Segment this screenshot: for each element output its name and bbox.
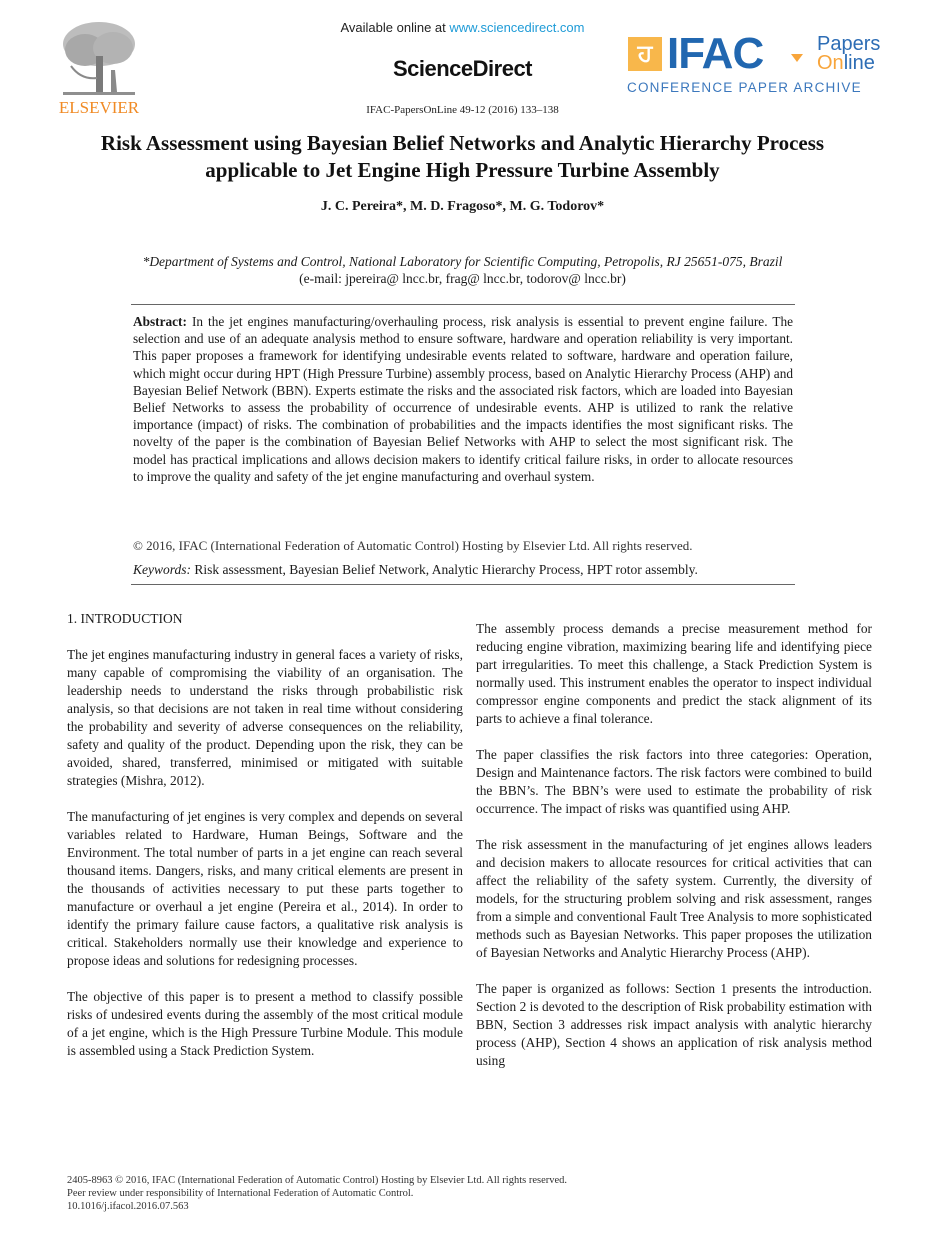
footer-issn-copyright: 2405-8963 © 2016, IFAC (International Federation of Automatic Control) Hosting by Elsevier Ltd. All rights reserved. xyxy=(67,1175,568,1186)
available-online-prefix: Available online at xyxy=(340,20,450,35)
abstract-copyright: © 2016, IFAC (International Federation of Automatic Control) Hosting by Elsevier Ltd. All rights reserved. xyxy=(133,538,693,553)
author-emails: (e-mail: jpereira@ lncc.br, frag@ lncc.br, todorov@ lncc.br) xyxy=(299,271,626,286)
sciencedirect-link[interactable]: www.sciencedirect.com xyxy=(449,20,585,35)
paragraph: The objective of this paper is to present a method to classify possible risks of undesired events during the assembly of the most critical module of a jet engine, which is the High Pressure Turbine Module. This module is assembled using a Stack Prediction System. xyxy=(67,989,463,1058)
page-footer xyxy=(67,1174,567,1213)
journal-citation: IFAC-PapersOnLine 49-12 (2016) 133–138 xyxy=(366,104,559,116)
abstract-text: In the jet engines manufacturing/overhauling process, risk analysis is essential to prevent engine failure. The selection and use of an adequate analysis method to ensure software, hardware and operation reliability is very important. This paper proposes a framework for identifying undesirable events related to software, hardware and operation failure, which might occur during HPT (High Pressure Turbine) assembly process, based on Analytic Hierarchy Process (AHP) and Bayesian Belief Network (BBN). Experts estimate the risks and the associated risk factors, which are loaded into Bayesian Belief Networks to assess the probability of occurrence of undesirable events. AHP is utilized to rank the relative importance (impact) of risks. The combination of probabilities and the impacts identifies the most significant risks. The novelty of the paper is the combination of Bayesian Belief Networks with AHP to select the most significant risk. The model has practical implications and allows decision makers to identify critical failure risks, in order to allocate resources to improve the quality and safety of the jet engine manufacturing and overhaul system. xyxy=(133,314,793,484)
ifac-archive-tagline: CONFERENCE PAPER ARCHIVE xyxy=(627,80,862,95)
keywords xyxy=(133,562,793,578)
keywords-label: Keywords: xyxy=(133,562,191,577)
authors: J. C. Pereira*, M. D. Fragoso*, M. G. Todorov* xyxy=(320,199,605,214)
footer-doi[interactable]: 10.1016/j.ifacol.2016.07.563 xyxy=(67,1201,189,1212)
abstract-label: Abstract: xyxy=(133,314,187,329)
section-heading-introduction: 1. INTRODUCTION xyxy=(67,611,183,626)
abstract-bottom-rule xyxy=(131,584,795,585)
ifac-papers-text: Papers xyxy=(817,33,881,55)
paragraph: The risk assessment in the manufacturing of jet engines allows leaders and decision makers to allocate resources for critical activities that can affect the reliability of the safety system. Currently, the diversity of models, for the structuring problem solving and risk assessment, ranges from a simple and conventional Fault Tree Analysis to more sophisticated methods such as Bayesian Networks. This paper proposes the utilization of Bayesian Networks and Analytic Hierarchy Process (AHP). xyxy=(476,837,872,960)
abstract-top-rule xyxy=(131,304,795,305)
paragraph: The jet engines manufacturing industry in general faces a variety of risks, many capable of compromising the viability of an organisation. The leadership needs to understand the risks through probabilistic risk analysis, so that decisions are not taken in real time without considering the probability and severity of adverse consequences on the reliability, safety and quality of the product. Depending upon the risk, they can be avoided, shared, transferred, minimised or mitigated with suitable strategies (Mishra, 2012). xyxy=(67,647,463,788)
paragraph: The manufacturing of jet engines is very complex and depends on several variables related to Hardware, Human Beings, Software and the Environment. The total number of parts in a jet engine can reach several thousand items. Dangers, risks, and many critical elements are present in the thousands of activities necessary to put these parts together to manufacture or overhaul a jet engine (Pereira et al., 2014). In order to identify the primary failure cause factors, a qualitative risk analysis is critical. Stakeholders normally use their knowledge and experience to propose ideas and solutions for redesigning processes. xyxy=(67,809,463,968)
sciencedirect-wordmark: ScienceDirect xyxy=(392,56,533,81)
ifac-online-text: Online xyxy=(817,52,875,74)
ifac-papersonline-logo xyxy=(625,29,881,100)
title-line-2: applicable to Jet Engine High Pressure Turbine Assembly xyxy=(205,158,720,182)
keywords-text: Risk assessment, Bayesian Belief Network, Analytic Hierarchy Process, HPT rotor assembly. xyxy=(191,562,698,577)
title-line-1: Risk Assessment using Bayesian Belief Networks and Analytic Hierarchy Process xyxy=(100,131,825,155)
affiliation: *Department of Systems and Control, National Laboratory for Scientific Computing, Petropolis, RJ 25651-075, Brazil xyxy=(142,254,783,269)
ifac-triangle-icon xyxy=(791,54,803,62)
paragraph: The paper is organized as follows: Section 1 presents the introduction. Section 2 is devoted to the description of Risk probability estimation with BBN, Section 3 addresses risk impact analysis with analytic hierarchy process (AHP), Section 4 shows an application of risk analysis method using xyxy=(476,981,872,1068)
ifac-wordmark: IFAC xyxy=(667,29,764,78)
abstract xyxy=(133,313,793,485)
elsevier-wordmark: ELSEVIER xyxy=(58,98,140,117)
right-column xyxy=(476,620,872,1088)
left-column xyxy=(67,610,463,1078)
paragraph: The assembly process demands a precise measurement method for reducing engine vibration, maximizing bearing life and identifying piece part irregularities. To meet this challenge, a Stack Prediction System is normally used. This instrument enables the operator to inspect individual compressor engine components and predict the stack alignment of its parts to achieve a final tolerance. xyxy=(476,621,872,726)
footer-peer-review: Peer review under responsibility of International Federation of Automatic Control. xyxy=(67,1188,414,1199)
paper-title xyxy=(0,130,925,184)
ifac-mark-icon: ਹ xyxy=(628,37,662,71)
paragraph: The paper classifies the risk factors into three categories: Operation, Design and Maintenance factors. The risk factors were combined to build the BBN’s. The BBN’s were used to estimate the probability of risk occurrence. The impact of risks was quantified using AHP. xyxy=(476,747,872,816)
